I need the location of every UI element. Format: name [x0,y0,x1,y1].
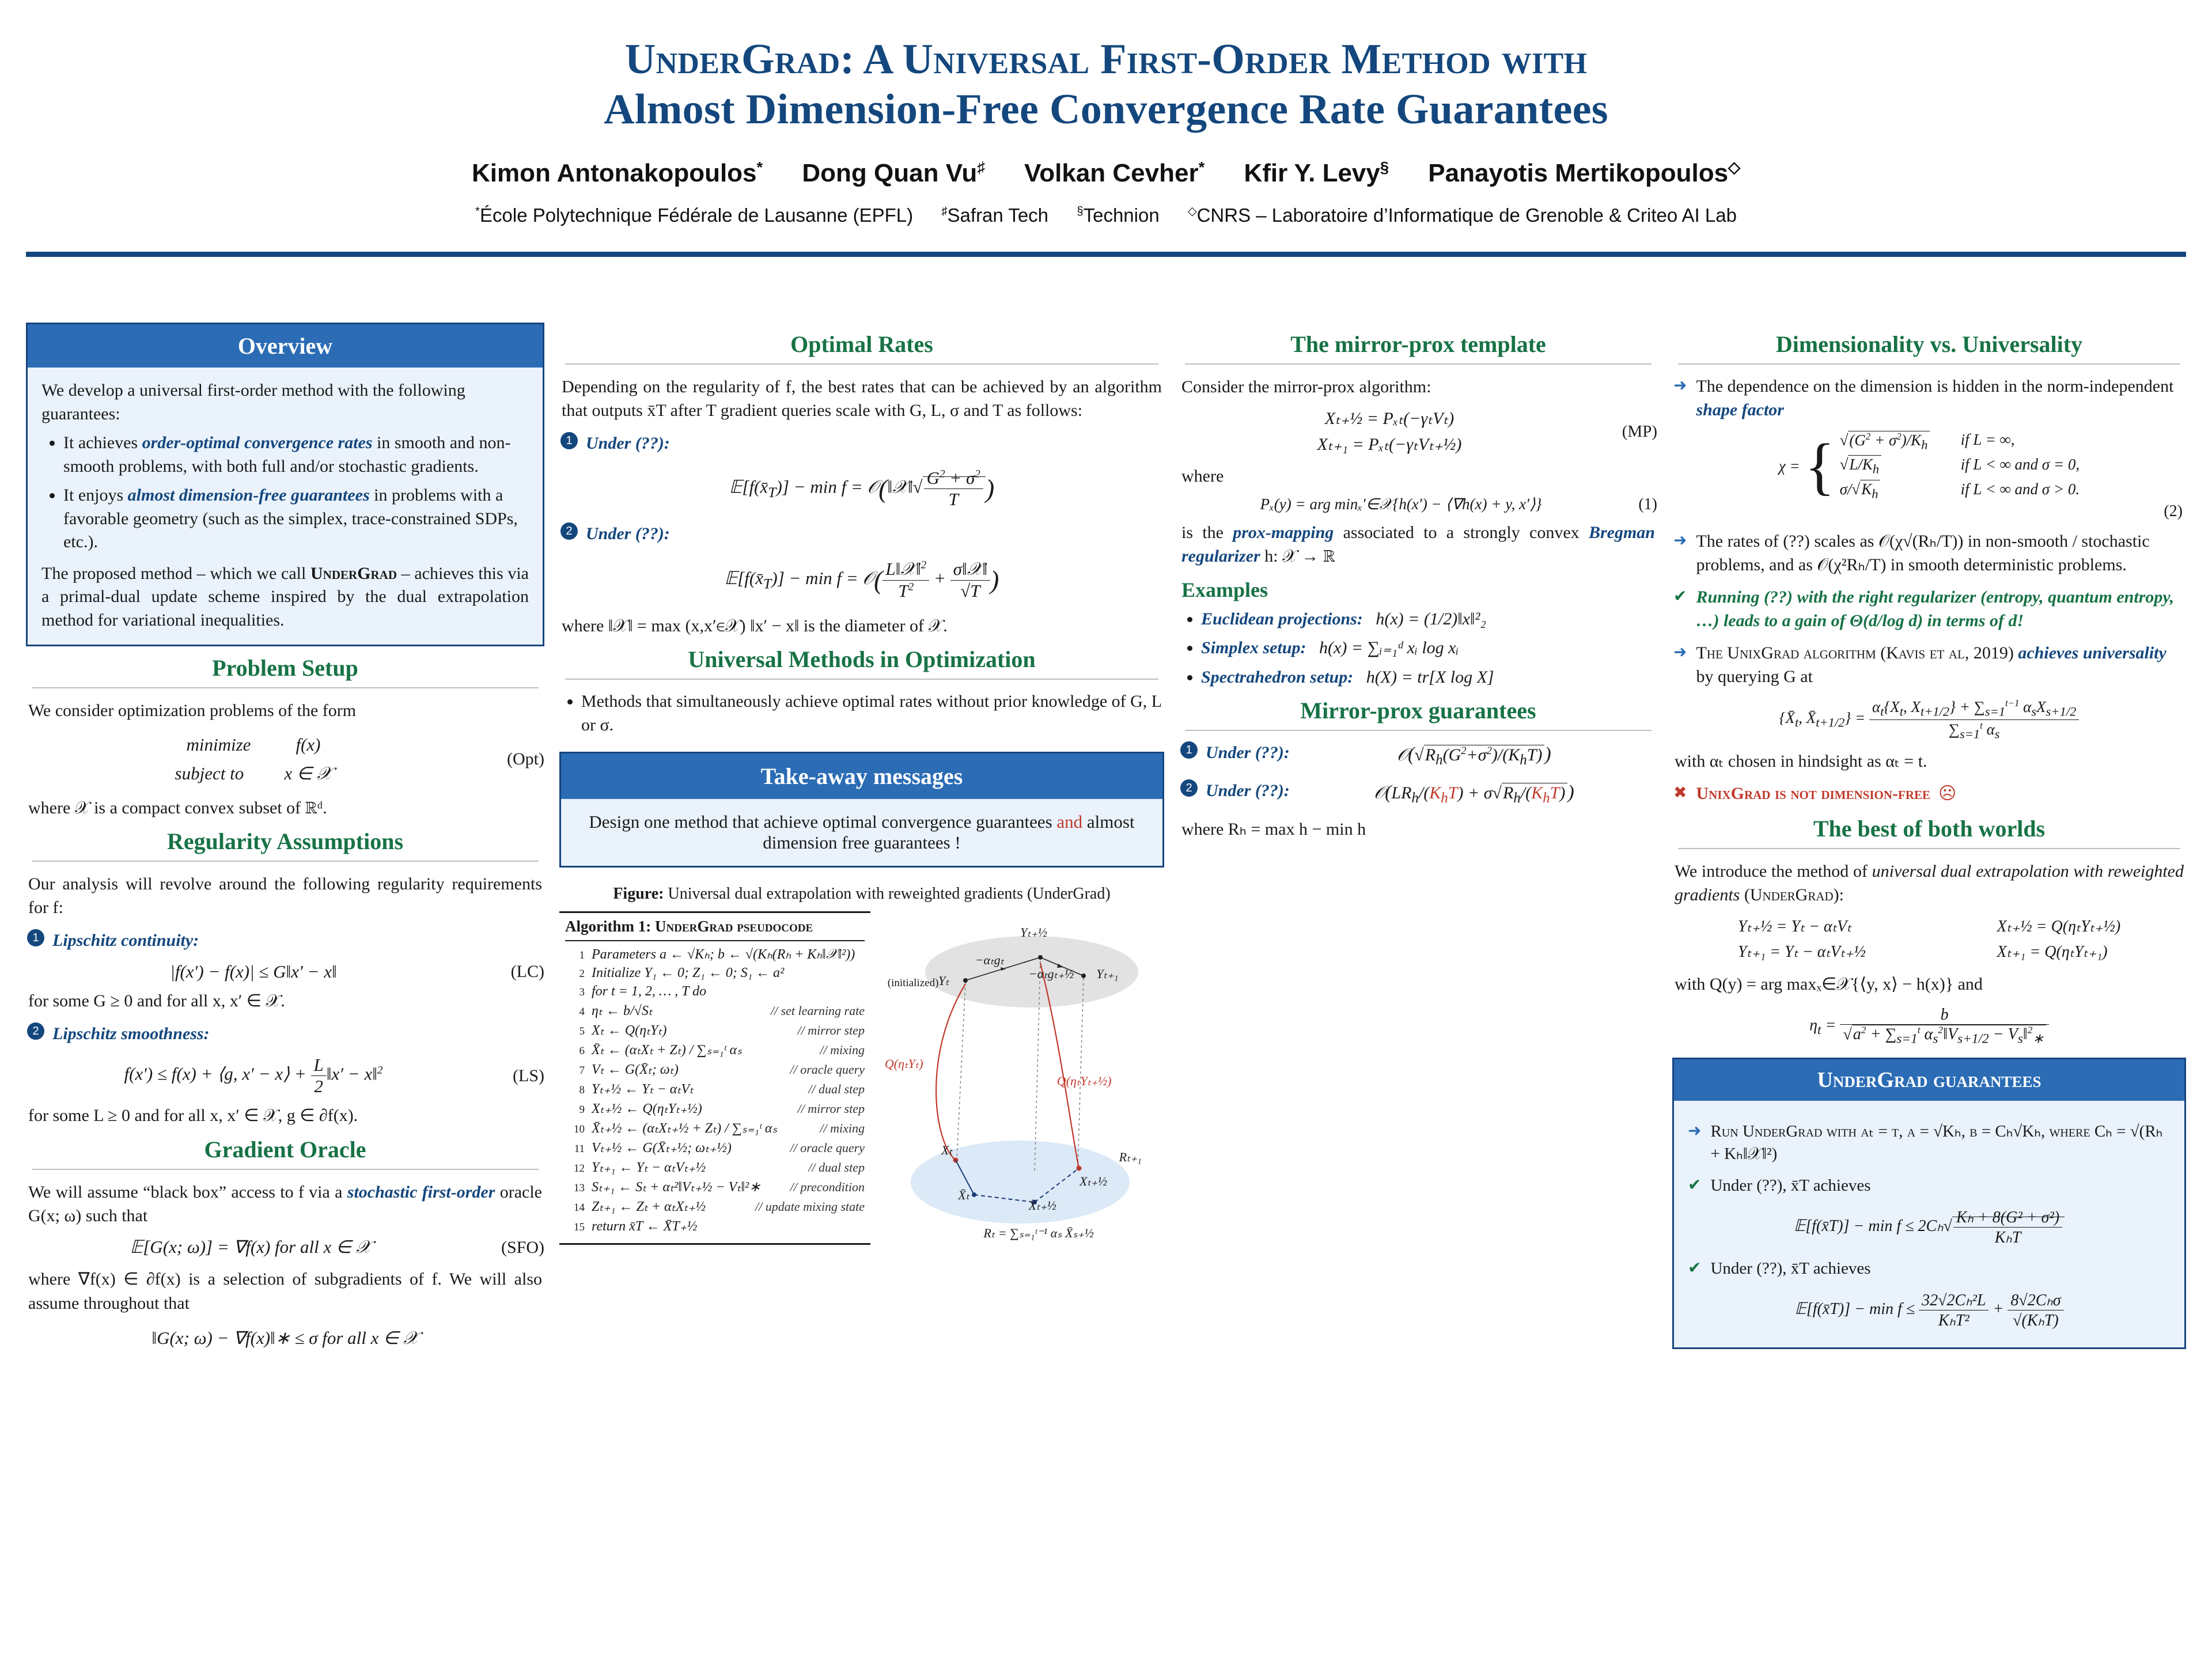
dimensionality-item-3: ✔ Running (??) with the right regularizer (entropy, quantum entropy, …) leads to a gain of Θ(d/log d) in terms of d! [1673,586,2185,632]
problem-setup-equation: minimize f(x) subject to x ∈ 𝒳 (Opt) [175,734,544,783]
regularity-note-1: for some G ≥ 0 and for all x, x′ ∈ 𝒳. [28,991,285,1011]
guarantee-2-equation: 𝔼[f(x̄T)] − min f ≤ 32√2Cₕ²L KₕT² + 8√2Cₕσ √(KₕT) [1687,1290,2172,1330]
numbered-bullet-icon: 2 [27,1022,44,1040]
optimal-rates-case-2-label: Under (??): [586,524,670,544]
mirror-prox-intro: Consider the mirror-prox algorithm: [1181,377,1431,396]
title-line-1: UnderGrad: A Universal First-Order Method with [624,36,1588,83]
list-item: • It achieves order-optimal convergence rates in smooth and non-smooth problems, with both full and/or stochastic gradients. [63,431,529,478]
equation-tag: (Opt) [507,749,544,768]
figure-and-algorithm [559,911,1164,1280]
universal-methods-block [559,646,1164,737]
algorithm-box [559,911,870,1280]
mirror-prox-outro: is the prox-mapping associated to a strongly convex Bregman regularizer h: 𝒳 → ℝ [1181,522,1655,566]
optimal-rates-case-2 [560,522,1163,546]
algorithm-line: 3 for t = 1, 2, … , T do [579,984,707,999]
gradient-oracle-p1: We will assume “black box” access to f via a stochastic first-order oracle G(x; ω) such that [28,1182,542,1225]
regularity-title: Regularity Assumptions [32,828,539,862]
author: Volkan Cevher* [1024,158,1205,188]
affiliation: *École Polytechnique Fédérale de Lausanne (EPFL) [475,204,914,226]
label-alpha-g-t: −αₜgₜ [975,953,1005,968]
best-worlds-block [1672,815,2186,1047]
algorithm-line: 15 return x̄T ← X̄T₊½ [574,1219,698,1234]
optimal-rates-eq-2: $𝔼[f(x̄_T)] - \min f$ = 𝒪( L‖𝒳‖$^2$ $T^2$ + σ‖𝒳‖ √T ) [724,558,999,601]
examples-list [1179,608,1657,690]
regularity-item-2 [27,1022,543,1046]
equation-tag: (1) [1638,495,1657,513]
author-list [46,158,2166,188]
equation-tag: (MP) [1622,422,1657,441]
affiliation: ♯Safran Tech [941,204,1049,226]
guarantee-1-label: ✔ Under (??), x̄T achieves [1688,1175,2171,1197]
guarantee-1-equation: 𝔼[f(x̄T)] − min f ≤ 2Cₕ√ Kₕ + 8(G² + σ²) KₕT [1687,1207,2172,1247]
algorithm-line: 10 X̄ₜ₊½ ← (αₜXₜ₊½ + Zₜ) / ∑ₛ₌₁ᵗ αₛ // mixing [574,1121,865,1137]
optimal-rates-title: Optimal Rates [565,331,1158,365]
affiliation-list [46,204,2166,226]
algorithm-line: 12 Yₜ₊₁ ← Yₜ − αₜVₜ₊½ // dual step [574,1160,865,1176]
mirror-prox-equations: Xₜ₊½ = Pₓₜ(−γₜVₜ) Xₜ₊₁ = Pₓₜ(−γₜVₜ₊½) (MP) [1317,409,1657,454]
algorithm-line: 14 Zₜ₊₁ ← Zₜ + αₜXₜ₊½ // update mixing state [574,1199,865,1215]
algorithm-line: 13 Sₜ₊₁ ← Sₜ + αₜ²‖Vₜ₊½ − Vₜ‖²∗ // precondition [574,1180,865,1195]
arrow-icon: ➜ [1673,643,1687,662]
header-divider [26,252,2186,257]
arrow-icon: ➜ [1673,377,1687,395]
regularity-item-1-title: Lipschitz continuity: [52,930,199,950]
gradient-oracle-title: Gradient Oracle [32,1136,539,1170]
mp-guarantee-1-eq: $𝒪(√R_h(G^2+\sigma^2)/(K_hT)$ ) [1397,744,1551,768]
guarantee-2-label: ✔ Under (??), x̄T achieves [1688,1257,2171,1280]
column-2 [559,323,1164,1647]
overview-block [26,323,544,646]
unixgrad-equation: {$X̄_t$, $X̄_{t+1/2}$} = $\alpha_t\{X_t$, $X_{t+1/2}\} + \sum_{s=1}^{t-1}$ $\alpha_sX_{s+1/2}$ $\sum_{s=1}^t$ $\alpha_s$ [1672,698,2186,741]
mp-guarantee-2: 2 Under (??): $𝒪(LR_h/(K_hT) + \sigma√R_h/(K_hT)$ ) [1180,779,1656,808]
optimal-rates-block [559,331,1164,638]
equation-tag: (LC) [510,962,544,982]
examples-title: Examples [1181,578,1268,601]
poster-columns [0,323,2212,1659]
problem-setup-block [26,654,544,820]
universal-methods-bullets [559,690,1164,737]
numbered-bullet-icon: 1 [560,432,578,449]
dimensionality-item-1: ➜ The dependence on the dimension is hidden in the norm-independent shape factor [1673,375,2185,422]
mp-guarantee-1: 1 Under (??): $𝒪(√R_h(G^2+\sigma^2)/(K_hT)$ ) [1180,741,1656,770]
algorithm-line: 1 Parameters a ← √Kₕ; b ← √(Kₕ(Rₕ + Kₕ‖𝒳‖²)) [579,947,855,963]
best-worlds-with: with Q(y) = arg maxₓ∈𝒳{⟨y, x⟩ − h(x)} and [1675,975,1983,994]
numbered-bullet-icon: 1 [1180,741,1198,759]
numbered-bullet-icon: 2 [1180,779,1198,797]
guarantee-run-line: ➜ Run UnderGrad with αₜ = t, a = √Kₕ, b = Cₕ√Kₕ, where Cₕ = √(Rₕ + Kₕ‖𝒳‖²) [1688,1120,2171,1165]
overview-intro: We develop a universal first-order method with the following guarantees: [41,381,465,423]
gradient-oracle-p2: where ∇f(x) ∈ ∂f(x) is a selection of subgradients of f. We will also assume throughout that [28,1270,542,1313]
overview-bullets [41,431,529,554]
label-y-t: Yₜ [938,974,949,988]
list-item: • Euclidean projections: h(x) = (1/2)‖x‖²₂ [1201,608,1657,631]
dimensionality-block [1672,331,2186,806]
column-1 [26,323,544,1647]
label-r-formula: Rₜ = ∑ₛ₌₁ᵗ⁻¹ αₛ X̄ₛ₊½ [983,1226,1094,1241]
title-line-2: Almost Dimension-Free Convergence Rate Guarantees [604,86,1608,134]
equation-tag: (2) [2164,502,2183,521]
regularity-note-2: for some L ≥ 0 and for all x, x′ ∈ 𝒳, g ∈ ∂f(x). [28,1106,358,1126]
problem-setup-title: Problem Setup [32,654,539,688]
list-item: • Simplex setup: h(x) = ∑ᵢ₌₁ᵈ xᵢ log xᵢ [1201,637,1657,660]
best-worlds-intro: We introduce the method of universal dual extrapolation with reweighted gradients (UnderGrad): [1675,861,2184,905]
arrow-icon: ➜ [1673,532,1687,550]
equation-tag: (LS) [513,1066,544,1085]
regularity-intro: Our analysis will revolve around the following regularity requirements for f: [28,874,542,918]
list-item: • Methods that simultaneously achieve optimal rates without prior knowledge of G, L or σ. [581,690,1164,737]
regularity-item-2-title: Lipschitz smoothness: [52,1024,210,1043]
list-item: • Spectrahedron setup: h(X) = tr[X log X] [1201,666,1657,690]
gradient-oracle-eq: 𝔼[G(x; ω)] = ∇f(x) for all x ∈ 𝒳 (SFO) [130,1237,544,1257]
regularity-block [26,828,544,1128]
best-worlds-equations: Yₜ₊½ = Yₜ − αₜVₜ Yₜ₊₁ = Yₜ − αₜVₜ₊½ Xₜ₊½ = Q(ηₜYₜ₊½) Xₜ₊₁ = Q(ηₜYₜ₊₁) [1737,917,2121,961]
sad-face-icon: ☹ [1938,784,1957,804]
mirror-prox-eq3: Pₓ(y) = arg minₓ′∈𝒳{h(x′) − ⟨∇h(x) + y, x′⟩} (1) [1260,495,1657,513]
affiliation: ◇CNRS – Laboratoire d’Informatique de Grenoble & Criteo AI Lab [1187,204,1737,226]
arrow-icon: ➜ [1688,1122,1702,1140]
numbered-bullet-icon: 1 [27,929,44,946]
shape-factor-equation: χ = { $√(G^2 + \sigma^2)/K_h$ if L = ∞, $√L/K_h$ if L < ∞ and σ = 0, $\sigma/√K_h$ if L < ∞ and σ > 0. [1778,430,2080,501]
gradient-oracle-block [26,1136,544,1350]
algorithm-line: 6 X̄ₜ ← (αₜXₜ + Zₜ) / ∑ₛ₌₁ᵗ αₛ // mixing [579,1043,865,1058]
problem-setup-outro: where 𝒳 is a compact convex subset of ℝᵈ. [28,798,327,817]
label-alpha-g-t-half: −αₜgₜ₊½ [1028,967,1074,982]
regularity-eq-1: |f(x′) − f(x)| ≤ G‖x′ − x‖ (LC) [170,961,544,982]
takeaway-title: Take-away messages [559,752,1164,799]
label-y-t-half: Yₜ₊½ [1020,925,1047,940]
guarantees-block [1672,1058,2186,1350]
label-xbar-t: X̄ₜ [958,1188,970,1203]
optimal-rates-case-1 [560,432,1163,456]
algorithm-line: 4 ηₜ ← b/√Sₜ // set learning rate [579,1003,865,1019]
mp-guarantee-2-eq: $𝒪(LR_h/(K_hT) + \sigma√R_h/(K_hT)$ ) [1374,781,1574,806]
author: Kimon Antonakopoulos* [471,158,763,188]
affiliation: §Technion [1077,204,1160,226]
cross-icon: ✖ [1673,784,1687,802]
algorithm-line: 2 Initialize Y₁ ← 0; Z₁ ← 0; S₁ ← a² [579,965,785,981]
column-4 [1672,323,2186,1647]
optimal-rates-intro: Depending on the regularity of f, the best rates that can be achieved by an algorithm that outputs x̄T after T gradient queries scale with G, L, σ and T as follows: [562,377,1162,421]
label-r-t1: Rₜ₊₁ [1119,1150,1142,1165]
guarantees-title: UnderGrad guarantees [1672,1058,2186,1101]
regularity-eq-2 [26,1055,544,1097]
guarantees-body [1672,1101,2186,1350]
check-icon: ✔ [1688,1176,1702,1194]
dimensionality-item-4-note: with αₜ chosen in hindsight as αₜ = t. [1675,751,1927,771]
algorithm-line: 5 Xₜ ← Q(ηₜYₜ) // mirror step [579,1023,865,1039]
dimensionality-item-2: ➜ The rates of (??) scales as 𝒪(χ√(Rₕ/T)) in non-smooth / stochastic problems, and as 𝒪(χ²Rₕ/T) in smooth deterministic problems. [1673,530,2185,577]
dimensionality-item-4: ➜ The UnixGrad algorithm (Kavis et al, 2019) achieves universality by querying G at [1673,642,2185,688]
check-icon: ✔ [1688,1259,1702,1277]
eta-equation: $\eta_t$ = $\frac{b}{√a^2 + \sum_{s=1}^t \alpha_s^2‖V_{s+1/2} - V_s‖^2_∗}$ [1672,1006,2186,1047]
author: Panayotis Mertikopoulos◇ [1428,158,1741,188]
best-worlds-title: The best of both worlds [1678,815,2180,849]
figure-labels [882,911,1164,1257]
label-q-y-t: Q(ηₜYₜ) [884,1056,923,1071]
optimal-rates-eq-1: $𝔼[f(x̄_T)] - \min f$ = 𝒪(‖𝒳‖√ $\frac{G^2 + \sigma^2}{T}$ ) [729,468,995,510]
equation-tag: (SFO) [501,1237,544,1257]
mirror-prox-guarantees-title: Mirror-prox guarantees [1185,697,1652,731]
mp-guarantee-outro: where Rₕ = max h − min h [1181,819,1366,839]
label-x-t: Xₜ [941,1143,953,1158]
dimensionality-title: Dimensionality vs. Universality [1678,331,2180,365]
takeaway-body: Design one method that achieve optimal convergence guarantees and almost dimension free guarantees ! [559,799,1164,868]
overview-title: Overview [26,323,544,368]
author: Dong Quan Vu♯ [802,158,985,188]
algorithm-line: 9 Xₜ₊½ ← Q(ηₜYₜ₊½) // mirror step [579,1101,865,1117]
algorithm-line: 11 Vₜ₊½ ← G(X̄ₜ₊½; ωₜ₊½) // oracle query [574,1141,865,1156]
universal-methods-title: Universal Methods in Optimization [565,646,1158,680]
algorithm-title: Algorithm 1: UnderGrad pseudocode [565,918,865,941]
dimensionality-item-5: ✖ UnixGrad is not dimension-free ☹ [1673,782,2185,806]
mirror-prox-where: where [1181,467,1224,486]
mirror-prox-title: The mirror-prox template [1185,331,1652,365]
list-item: • It enjoys almost dimension-free guarantees in problems with a favorable geometry (such as the simplex, trace-constrained SDPs, etc.). [63,484,529,554]
poster-header [0,0,2212,232]
optimal-rates-outro: where ‖𝒳‖ = max (x,x′∈𝒳) ‖x′ − x‖ is the diameter of 𝒳. [562,616,948,635]
gradient-oracle-eq2: ‖G(x; ω) − ∇f(x)‖∗ ≤ σ for all x ∈ 𝒳 [151,1328,419,1349]
check-icon: ✔ [1673,588,1687,606]
problem-setup-intro: We consider optimization problems of the form [28,701,357,720]
optimal-rates-case-1-label: Under (??): [586,433,670,453]
algorithm-line: 8 Yₜ₊½ ← Yₜ − αₜVₜ // dual step [579,1082,865,1097]
regularity-eq-2-math: f(x′) ≤ f(x) + ⟨g, x′ − x⟩ + $\frac{L}{2}$ ‖x′ − x‖$^2$ [124,1055,383,1097]
label-xbar-t-half: X̄ₜ₊½ [1028,1198,1056,1213]
regularity-item-1 [27,929,543,953]
takeaway-block [559,752,1164,868]
label-x-t-half: Xₜ₊½ [1080,1174,1108,1189]
author: Kfir Y. Levy§ [1244,158,1389,188]
label-q-y-t-half: Q(ηₜYₜ₊½) [1056,1074,1112,1089]
figure-diagram [882,911,1164,1280]
label-initialized: (initialized) [887,977,939,990]
algorithm-line: 7 Vₜ ← G(X̄ₜ; ωₜ) // oracle query [579,1062,865,1078]
label-y-t1: Yₜ₊₁ [1096,967,1119,982]
numbered-bullet-icon: 2 [560,522,578,540]
overview-body [26,368,544,646]
page-title [46,35,2166,135]
overview-closing: The proposed method – which we call UnderGrad – achieves this via a primal-dual update scheme inspired by the dual extrapolation method for variational inequalities. [41,563,529,630]
figure-caption: Figure: Universal dual extrapolation with reweighted gradients (UnderGrad) [613,885,1111,903]
column-3 [1179,323,1657,1647]
mirror-prox-block [1179,331,1657,841]
